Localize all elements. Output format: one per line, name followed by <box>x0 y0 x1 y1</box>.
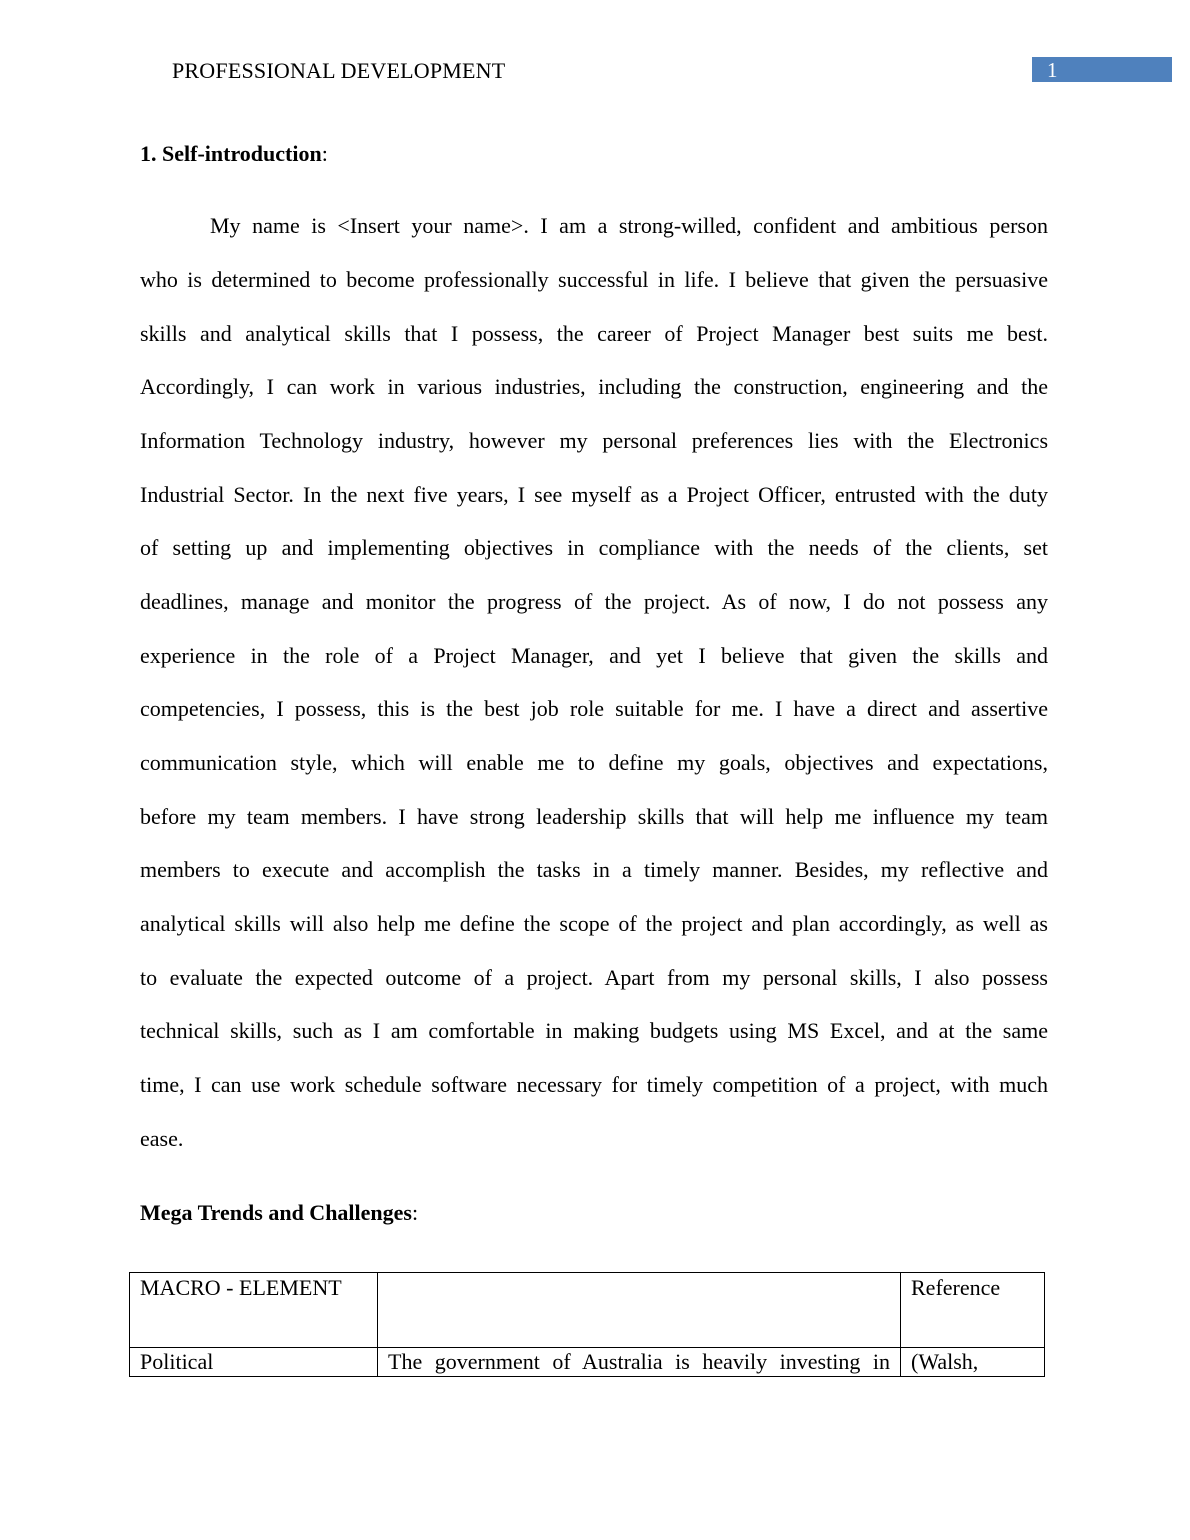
paragraph-line: competencies, I possess, this is the best job role suitable for me. I have a direct and assertive <box>140 696 1048 721</box>
paragraph-line: of setting up and implementing objectives in compliance with the needs of the clients, set <box>140 535 1048 560</box>
table-cell: Political <box>130 1348 378 1377</box>
paragraph-line: who is determined to become professionally successful in life. I believe that given the persuasive <box>140 267 1048 292</box>
paragraph-line: before my team members. I have strong leadership skills that will help me influence my team <box>140 804 1048 829</box>
table-cell: The government of Australia is heavily investing in <box>378 1348 901 1377</box>
paragraph-line: skills and analytical skills that I possess, the career of Project Manager best suits me best. <box>140 321 1048 346</box>
page-number-box <box>1032 57 1172 82</box>
table-header-cell: MACRO - ELEMENT <box>130 1273 378 1348</box>
paragraph-line: members to execute and accomplish the tasks in a timely manner. Besides, my reflective and <box>140 857 1048 882</box>
table-header-cell: Reference <box>901 1273 1045 1348</box>
paragraph-line: analytical skills will also help me define the scope of the project and plan accordingly, as well as <box>140 911 1048 936</box>
table-cell: (Walsh, <box>901 1348 1045 1377</box>
table-header-cell <box>378 1273 901 1348</box>
table-header-row <box>130 1273 1045 1348</box>
section-heading-self-introduction <box>140 140 328 168</box>
paragraph-line: communication style, which will enable me to define my goals, objectives and expectations, <box>140 750 1048 775</box>
paragraph-line: ease. <box>140 1126 184 1151</box>
paragraph-line: time, I can use work schedule software necessary for timely competition of a project, with much <box>140 1072 1048 1097</box>
running-header-title: PROFESSIONAL DEVELOPMENT <box>172 58 506 83</box>
section-heading-text: 1. Self-introduction <box>140 141 322 166</box>
paragraph-line: My name is <Insert your name>. I am a strong-willed, confident and ambitious person <box>210 213 1048 238</box>
mega-trends-table <box>129 1272 1045 1377</box>
paragraph-line: to evaluate the expected outcome of a project. Apart from my personal skills, I also possess <box>140 965 1048 990</box>
heading-colon: : <box>321 141 328 166</box>
heading-colon: : <box>411 1200 419 1225</box>
page-number: 1 <box>1047 58 1058 82</box>
paragraph-line: Accordingly, I can work in various industries, including the construction, engineering and the <box>140 374 1048 399</box>
paragraph-line: Industrial Sector. In the next five years, I see myself as a Project Officer, entrusted with the duty <box>140 482 1048 507</box>
paragraph-line: technical skills, such as I am comfortable in making budgets using MS Excel, and at the same <box>140 1018 1048 1043</box>
table-row <box>130 1348 1045 1377</box>
section-heading-text: Mega Trends and Challenges <box>140 1200 412 1225</box>
section-heading-mega-trends <box>140 1199 418 1227</box>
paragraph-line: Information Technology industry, however my personal preferences lies with the Electronics <box>140 428 1048 453</box>
paragraph-line: experience in the role of a Project Manager, and yet I believe that given the skills and <box>140 643 1048 668</box>
paragraph-line: deadlines, manage and monitor the progress of the project. As of now, I do not possess any <box>140 589 1048 614</box>
